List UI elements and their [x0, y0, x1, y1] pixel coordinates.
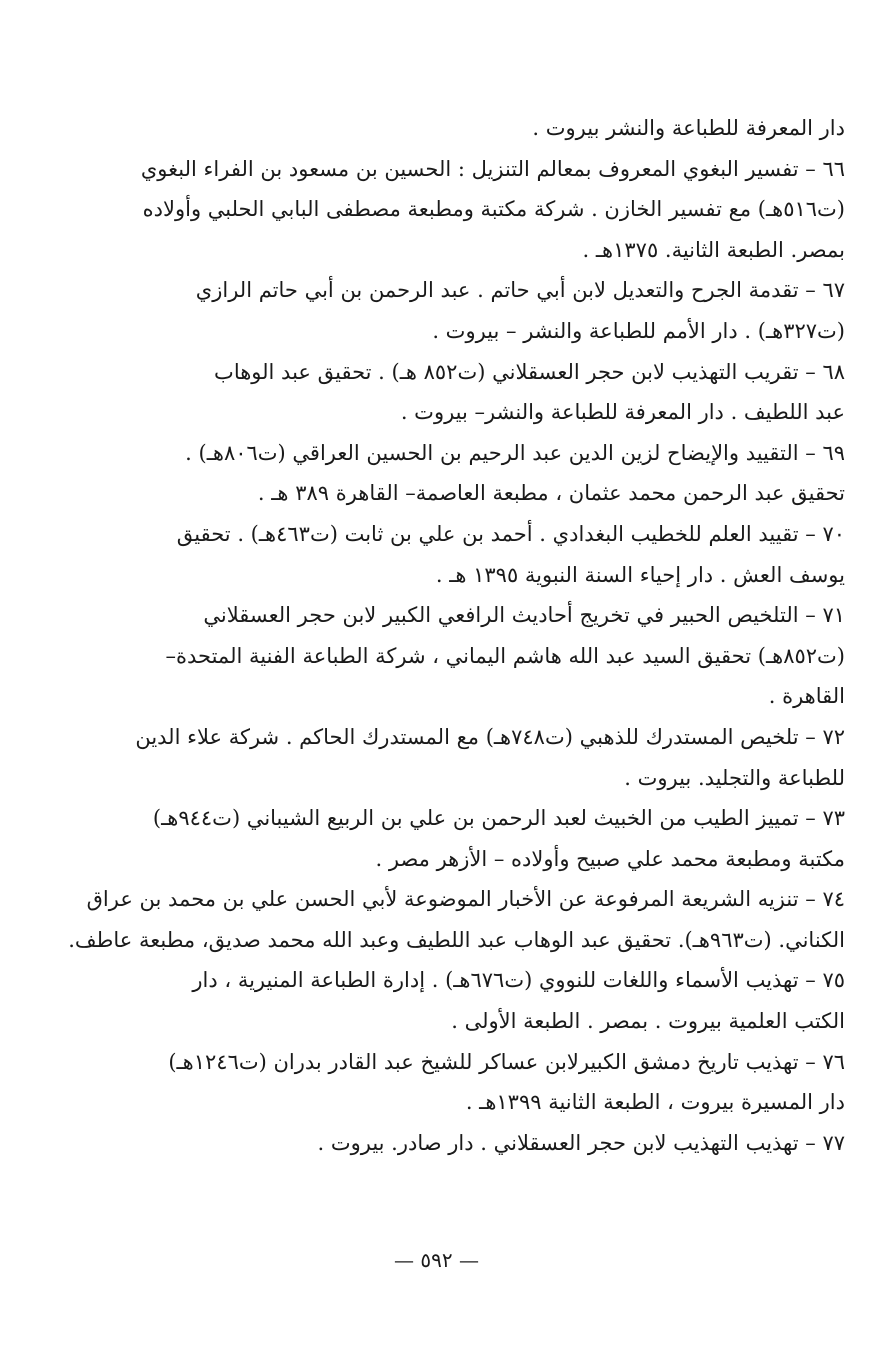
text-line: ٧٦ – تهذيب تاريخ دمشق الكبيرلابن عساكر للشيخ عبد القادر بدران (ت١٢٤٦هـ) — [168, 1049, 845, 1074]
text-line: ٧٧ – تهذيب التهذيب لابن حجر العسقلاني . دار صادر. بيروت . — [317, 1130, 845, 1155]
text-line: بمصر. الطبعة الثانية. ١٣٧٥هـ . — [582, 237, 845, 262]
text-line: ٧١ – التلخيص الحبير في تخريج أحاديث الرافعي الكبير لابن حجر العسقلاني — [203, 603, 845, 628]
text-line: ٧٠ – تقييد العلم للخطيب البغدادي . أحمد بن علي بن ثابت (ت٤٦٣هـ) . تحقيق — [176, 521, 845, 546]
text-line: (ت٣٢٧هـ) . دار الأمم للطباعة والنشر – بيروت . — [432, 318, 845, 343]
text-line: (ت٥١٦هـ) مع تفسير الخازن . شركة مكتبة ومطبعة مصطفى البابي الحلبي وأولاده — [142, 197, 845, 222]
text-line: (ت٨٥٢هـ) تحقيق السيد عبد الله هاشم اليماني ، شركة الطباعة الفنية المتحدة– — [165, 643, 845, 668]
text-line: ٧٤ – تنزيه الشريعة المرفوعة عن الأخبار الموضوعة لأبي الحسن علي بن محمد بن عراق — [86, 887, 845, 912]
text-line: مكتبة ومطبعة محمد علي صبيح وأولاده – الأزهر مصر . — [375, 846, 845, 871]
text-line: تحقيق عبد الرحمن محمد عثمان ، مطبعة العاصمة– القاهرة ٣٨٩ هـ . — [257, 481, 845, 506]
text-line: ٧٢ – تلخيص المستدرك للذهبي (ت٧٤٨هـ) مع المستدرك الحاكم . شركة علاء الدين — [135, 724, 845, 749]
text-line: دار المسيرة بيروت ، الطبعة الثانية ١٣٩٩هـ . — [465, 1090, 845, 1115]
text-line: ٦٨ – تقريب التهذيب لابن حجر العسقلاني (ت٨٥٢ هـ) . تحقيق عبد الوهاب — [214, 359, 845, 384]
text-line: ٦٧ – تقدمة الجرح والتعديل لابن أبي حاتم . عبد الرحمن بن أبي حاتم الرازي — [195, 278, 845, 303]
text-line: دار المعرفة للطباعة والنشر بيروت . — [532, 116, 845, 140]
text-line: ٧٥ – تهذيب الأسماء واللغات للنووي (ت٦٧٦هـ) . إدارة الطباعة المنيرية ، دار — [192, 968, 845, 993]
text-line: القاهرة . — [768, 684, 845, 709]
text-line: ٦٩ – التقييد والإيضاح لزين الدين عبد الرحيم بن الحسين العراقي (ت٨٠٦هـ) . — [185, 440, 845, 465]
text-line: ٦٦ – تفسير البغوي المعروف بمعالم التنزيل : الحسين بن مسعود بن الفراء البغوي — [140, 156, 845, 181]
text-line: عبد اللطيف . دار المعرفة للطباعة والنشر– بيروت . — [400, 400, 845, 425]
text-line: الكناني. (ت٩٦٣هـ). تحقيق عبد الوهاب عبد اللطيف وعبد الله محمد صديق، مطبعة عاطف. — [68, 927, 845, 952]
text-line: ٧٣ – تمييز الطيب من الخبيث لعبد الرحمن بن علي بن الربيع الشيباني (ت٩٤٤هـ) — [152, 806, 845, 831]
text-line: الكتب العلمية بيروت . بمصر . الطبعة الأولى . — [451, 1009, 845, 1034]
bibliography-text — [40, 108, 845, 1163]
text-line: للطباعة والتجليد. بيروت . — [624, 765, 845, 790]
text-line: يوسف العش . دار إحياء السنة النبوية ١٣٩٥ هـ . — [435, 562, 845, 587]
page-number: — ٥٩٢ — — [394, 1248, 479, 1272]
